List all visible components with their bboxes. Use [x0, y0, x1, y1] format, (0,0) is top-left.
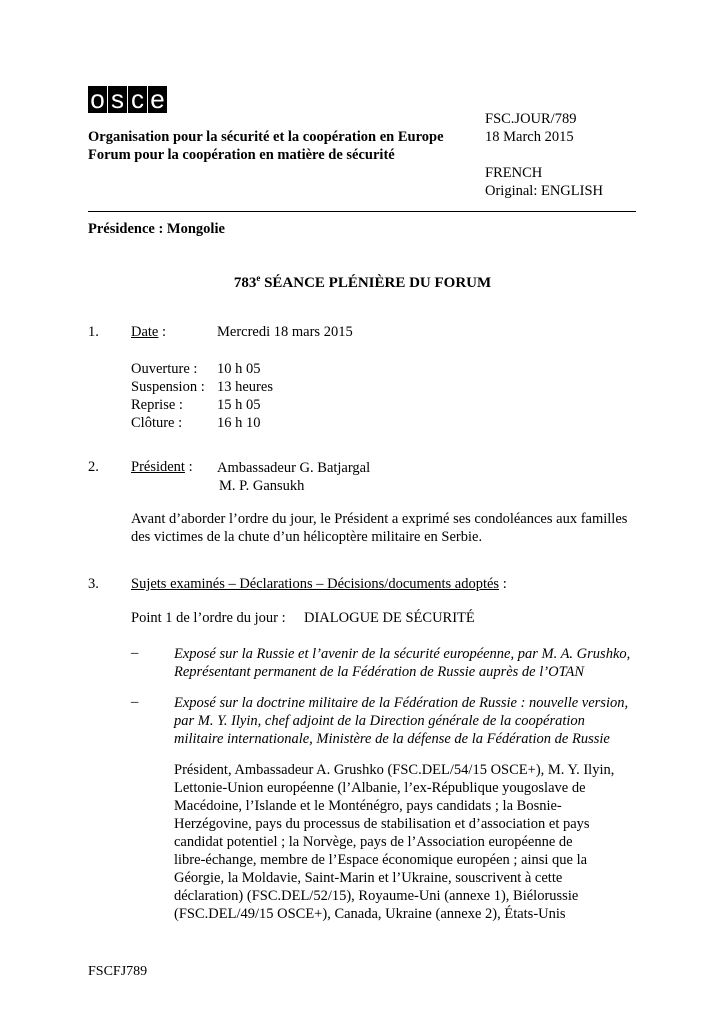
agenda-point-title: DIALOGUE DE SÉCURITÉ — [304, 610, 475, 626]
item-3-label — [131, 576, 507, 593]
president-name-1: Ambassadeur G. Batjargal — [217, 460, 371, 476]
presentation-line: par M. Y. Ilyin, chef adjoint de la Direction générale de la coopération — [174, 713, 585, 729]
statement-line: Lettonie-Union européenne (l’Albanie, l’ex-République yougoslave de — [174, 780, 586, 796]
logo-letter: o — [88, 86, 107, 113]
page-title — [0, 273, 725, 292]
presentation-1 — [174, 645, 630, 681]
presentation-line: Représentant permanent de la Fédération de Russie auprès de l’OTAN — [174, 664, 585, 680]
subjects-label: Sujets examinés – Déclarations – Décisions/documents adoptés — [131, 576, 500, 592]
president-names — [217, 459, 370, 495]
presidency: Présidence : Mongolie — [88, 221, 225, 237]
item-3-number: 3. — [88, 576, 99, 592]
times-values — [217, 360, 273, 432]
organisation-name — [88, 128, 444, 164]
statement-line: Géorgie, la Moldavie, Saint-Marin et l’Ukraine, souscrivent à cette — [174, 870, 563, 886]
suspension-time: 13 heures — [217, 379, 273, 395]
session-number: 783 — [233, 275, 257, 291]
paragraph-line: des victimes de la chute d’un hélicoptère militaire en Serbie. — [131, 529, 483, 545]
meeting-date: Mercredi 18 mars 2015 — [217, 324, 353, 340]
doc-original-language: Original: ENGLISH — [485, 183, 603, 199]
opening-label: Ouverture : — [131, 361, 198, 377]
logo-letter: s — [108, 86, 127, 113]
closing-label: Clôture : — [131, 415, 183, 431]
logo-letter: e — [148, 86, 167, 113]
org-line-2: Forum pour la coopération en matière de sécurité — [88, 147, 395, 163]
closing-time: 16 h 10 — [217, 415, 261, 431]
president-name-2: M. P. Gansukh — [219, 478, 305, 494]
statement-line: Macédoine, l’Islande et le Monténégro, pays candidats ; la Bosnie- — [174, 798, 562, 814]
presentation-line: Exposé sur la Russie et l’avenir de la sécurité européenne, par M. A. Grushko, — [174, 646, 631, 662]
logo-letter: c — [128, 86, 147, 113]
osce-logo — [88, 86, 168, 113]
item-1-label — [131, 324, 166, 341]
statement-line: (FSC.DEL/49/15 OSCE+), Canada, Ukraine (annexe 2), États-Unis — [174, 906, 566, 922]
doc-reference: FSC.JOUR/789 — [485, 111, 577, 127]
document-meta — [485, 110, 603, 200]
ordinal-suffix: e — [256, 273, 261, 283]
statement-line: libre-échange, membre de l’Espace économique européen ; ainsi que la — [174, 852, 588, 868]
item-2-label — [131, 459, 193, 476]
presentation-line: militaire internationale, Ministère de la défense de la Fédération de Russie — [174, 731, 610, 747]
president-colon: : — [184, 459, 193, 475]
opening-time: 10 h 05 — [217, 361, 261, 377]
suspension-label: Suspension : — [131, 379, 205, 395]
presentation-line: Exposé sur la doctrine militaire de la Fédération de Russie : nouvelle version, — [174, 695, 629, 711]
footer-code: FSCFJ789 — [88, 964, 148, 979]
doc-language: FRENCH — [485, 165, 543, 181]
condolences-paragraph — [131, 510, 627, 546]
statement-line: candidat potentiel ; la Norvège, pays de l’Association européenne de — [174, 834, 573, 850]
president-label: Président — [131, 459, 185, 475]
item-2-number: 2. — [88, 459, 99, 475]
statements-paragraph — [174, 761, 614, 923]
header-divider — [88, 211, 636, 212]
presentation-2 — [174, 694, 628, 748]
bullet-dash: – — [131, 694, 139, 710]
item-1-number: 1. — [88, 324, 99, 340]
subjects-colon: : — [499, 576, 507, 592]
title-text: SÉANCE PLÉNIÈRE DU FORUM — [260, 275, 492, 291]
bullet-dash: – — [131, 645, 139, 661]
resumption-time: 15 h 05 — [217, 397, 261, 413]
statement-line: Herzégovine, pays du processus de stabilisation et d’association et pays — [174, 816, 590, 832]
date-label: Date — [131, 324, 159, 340]
doc-date: 18 March 2015 — [485, 129, 574, 145]
paragraph-line: Avant d’aborder l’ordre du jour, le Président a exprimé ses condoléances aux familles — [131, 511, 628, 527]
resumption-label: Reprise : — [131, 397, 183, 413]
statement-line: déclaration) (FSC.DEL/52/15), Royaume-Uni (annexe 1), Biélorussie — [174, 888, 579, 904]
times-labels — [131, 360, 205, 432]
agenda-point-label: Point 1 de l’ordre du jour : — [131, 610, 286, 626]
org-line-1: Organisation pour la sécurité et la coopération en Europe — [88, 129, 444, 145]
date-colon: : — [158, 324, 167, 340]
statement-line: Président, Ambassadeur A. Grushko (FSC.DEL/54/15 OSCE+), M. Y. Ilyin, — [174, 762, 615, 778]
